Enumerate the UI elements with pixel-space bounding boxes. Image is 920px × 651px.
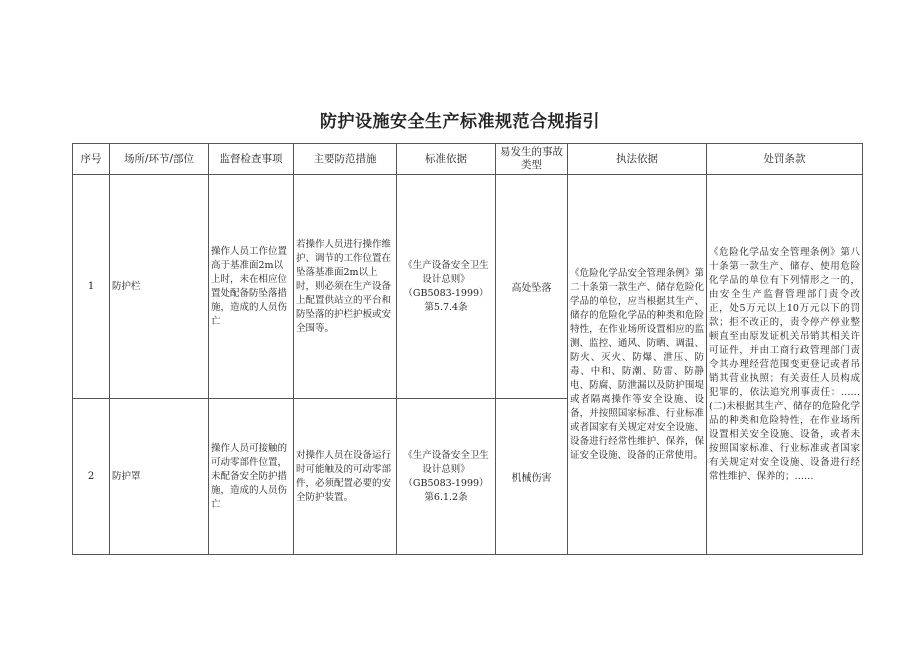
row-number: 1 (73, 175, 110, 399)
header-cell-standard: 标准依据 (397, 144, 496, 175)
row-measures: 对操作人员在设备运行时可能触及的可动零部件，必须配置必要的安全防护装置。 (294, 399, 397, 555)
header-cell-no: 序号 (73, 144, 110, 175)
row-inspection: 操作人员工作位置高于基准面2m以上时，未在相应位置处配备防坠落措施，造成的人员伤亡 (209, 175, 294, 399)
penalty-clause-cell: 《危险化学品安全管理条例》第八十条第一款生产、储存、使用危险化学品的单位有下列情形之一的，由安全生产监督管理部门责令改正，处5万元以上10万元以下的罚款；拒不改正的，责令停产停业整顿直至由原发证机关吊销其相关许可证件，并由工商行政管理部门责令其办理经营范围变更登记或者吊销其营业执照；有关责任人员构成犯罪的，依法追究刑事责任：……(二)未根据其生产、储存的危险化学品的种类和危险特性，在作业场所设置相关安全设施、设备，或者未按照国家标准、行业标准或者国家有关规定对安全设施、设备进行经常性维护、保养的；…… (707, 175, 863, 555)
law-basis-cell: 《危险化学品安全管理条例》第二十条第一款生产、储存危险化学品的单位，应当根据其生产、储存的危险化学品的种类和危险特性，在作业场所设置相应的监测、监控、通风、防晒、调温、防火、灭火、防爆、泄压、防毒、中和、防潮、防雷、防静电、防腐、防泄漏以及防护围堤或者隔离操作等安全设施、设备，并按照国家标准、行业标准或者国家有关规定对安全设施、设备进行经常性维护、保养，保证安全设施、设备的正常使用。 (568, 175, 707, 555)
row-accident: 机械伤害 (496, 399, 568, 555)
header-cell-penalty: 处罚条款 (707, 144, 863, 175)
row-accident: 高处坠落 (496, 175, 568, 399)
row-measures: 若操作人员进行操作维护、调节的工作位置在坠落基准面2m以上时，则必须在生产设备上配置供站立的平台和防坠落的护栏护板或安全围等。 (294, 175, 397, 399)
header-cell-accident: 易发生的事故类型 (496, 144, 568, 175)
table-row (73, 175, 863, 399)
header-cell-law: 执法依据 (568, 144, 707, 175)
row-place: 防护罩 (110, 399, 209, 555)
row-standard: 《生产设备安全卫生设计总则》（GB5083-1999）第6.1.2条 (397, 399, 496, 555)
row-standard: 《生产设备安全卫生设计总则》（GB5083-1999）第5.7.4条 (397, 175, 496, 399)
header-cell-place: 场所/环节/部位 (110, 144, 209, 175)
page-title: 防护设施安全生产标准规范合规指引 (320, 112, 600, 132)
row-place: 防护栏 (110, 175, 209, 399)
header-cell-inspection: 监督检查事项 (209, 144, 294, 175)
header-row (73, 144, 863, 175)
header-cell-measures: 主要防范措施 (294, 144, 397, 175)
compliance-table (72, 143, 863, 555)
row-number: 2 (73, 399, 110, 555)
row-inspection: 操作人员可接触的可动零部件位置，未配备安全防护措施，造成的人员伤亡 (209, 399, 294, 555)
